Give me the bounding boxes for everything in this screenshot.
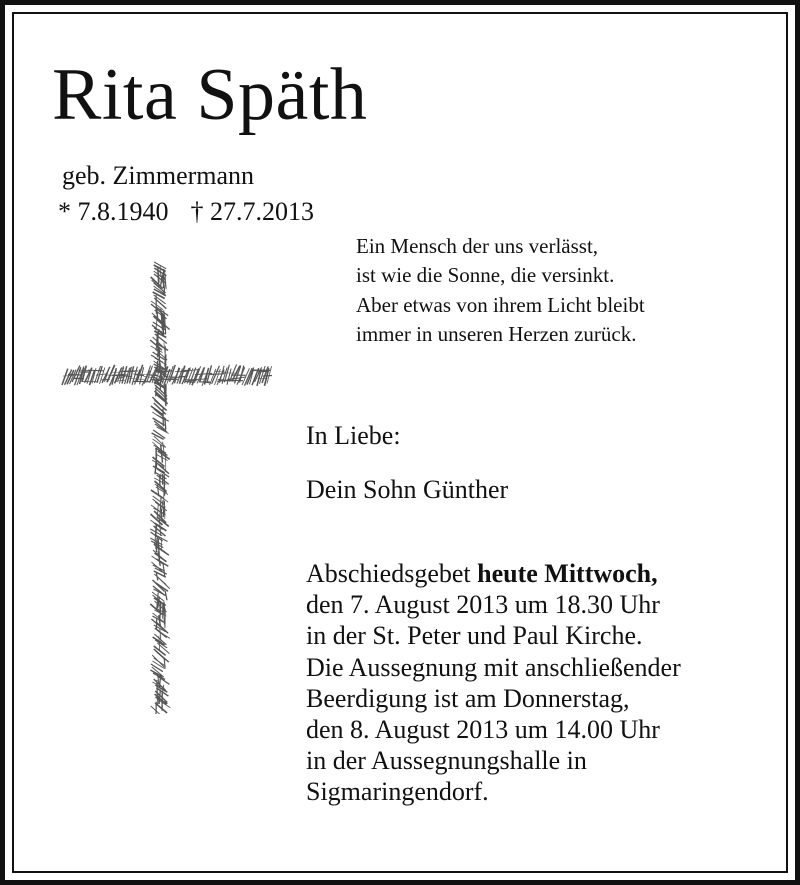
death-date: † 27.7.2013 — [190, 197, 314, 226]
service-line: in der St. Peter und Paul Kirche. — [306, 621, 643, 651]
service-line: Sigmaringendorf. — [306, 777, 489, 807]
farewell-intro: In Liebe: — [306, 421, 401, 450]
poem-line: Aber etwas von ihrem Licht bleibt — [356, 292, 645, 317]
sketched-cross-icon — [60, 258, 272, 714]
maiden-name: geb. Zimmermann — [62, 161, 255, 190]
service-line — [306, 558, 681, 589]
life-dates — [58, 196, 314, 227]
service-line: Die Aussegnung mit anschließender — [306, 652, 681, 682]
birth-date: * 7.8.1940 — [58, 197, 169, 226]
poem-line: immer in unseren Herzen zurück. — [356, 322, 637, 347]
deceased-name: Rita Späth — [52, 54, 368, 136]
service-details — [306, 558, 681, 808]
service-day-highlight: heute Mittwoch, — [477, 559, 658, 588]
poem-line: ist wie die Sonne, die versinkt. — [356, 263, 615, 288]
poem-line: Ein Mensch der uns verlässt, — [356, 234, 599, 258]
service-line: Beerdigung ist am Donnerstag, — [306, 683, 630, 713]
service-line: den 8. August 2013 um 14.00 Uhr — [306, 714, 660, 744]
service-line-prefix: Abschiedsgebet — [306, 559, 478, 588]
memorial-poem — [356, 232, 645, 350]
service-line: den 7. August 2013 um 18.30 Uhr — [306, 590, 660, 620]
service-line: in der Aussegnungshalle in — [306, 746, 587, 776]
mourner-signature: Dein Sohn Günther — [306, 475, 509, 504]
